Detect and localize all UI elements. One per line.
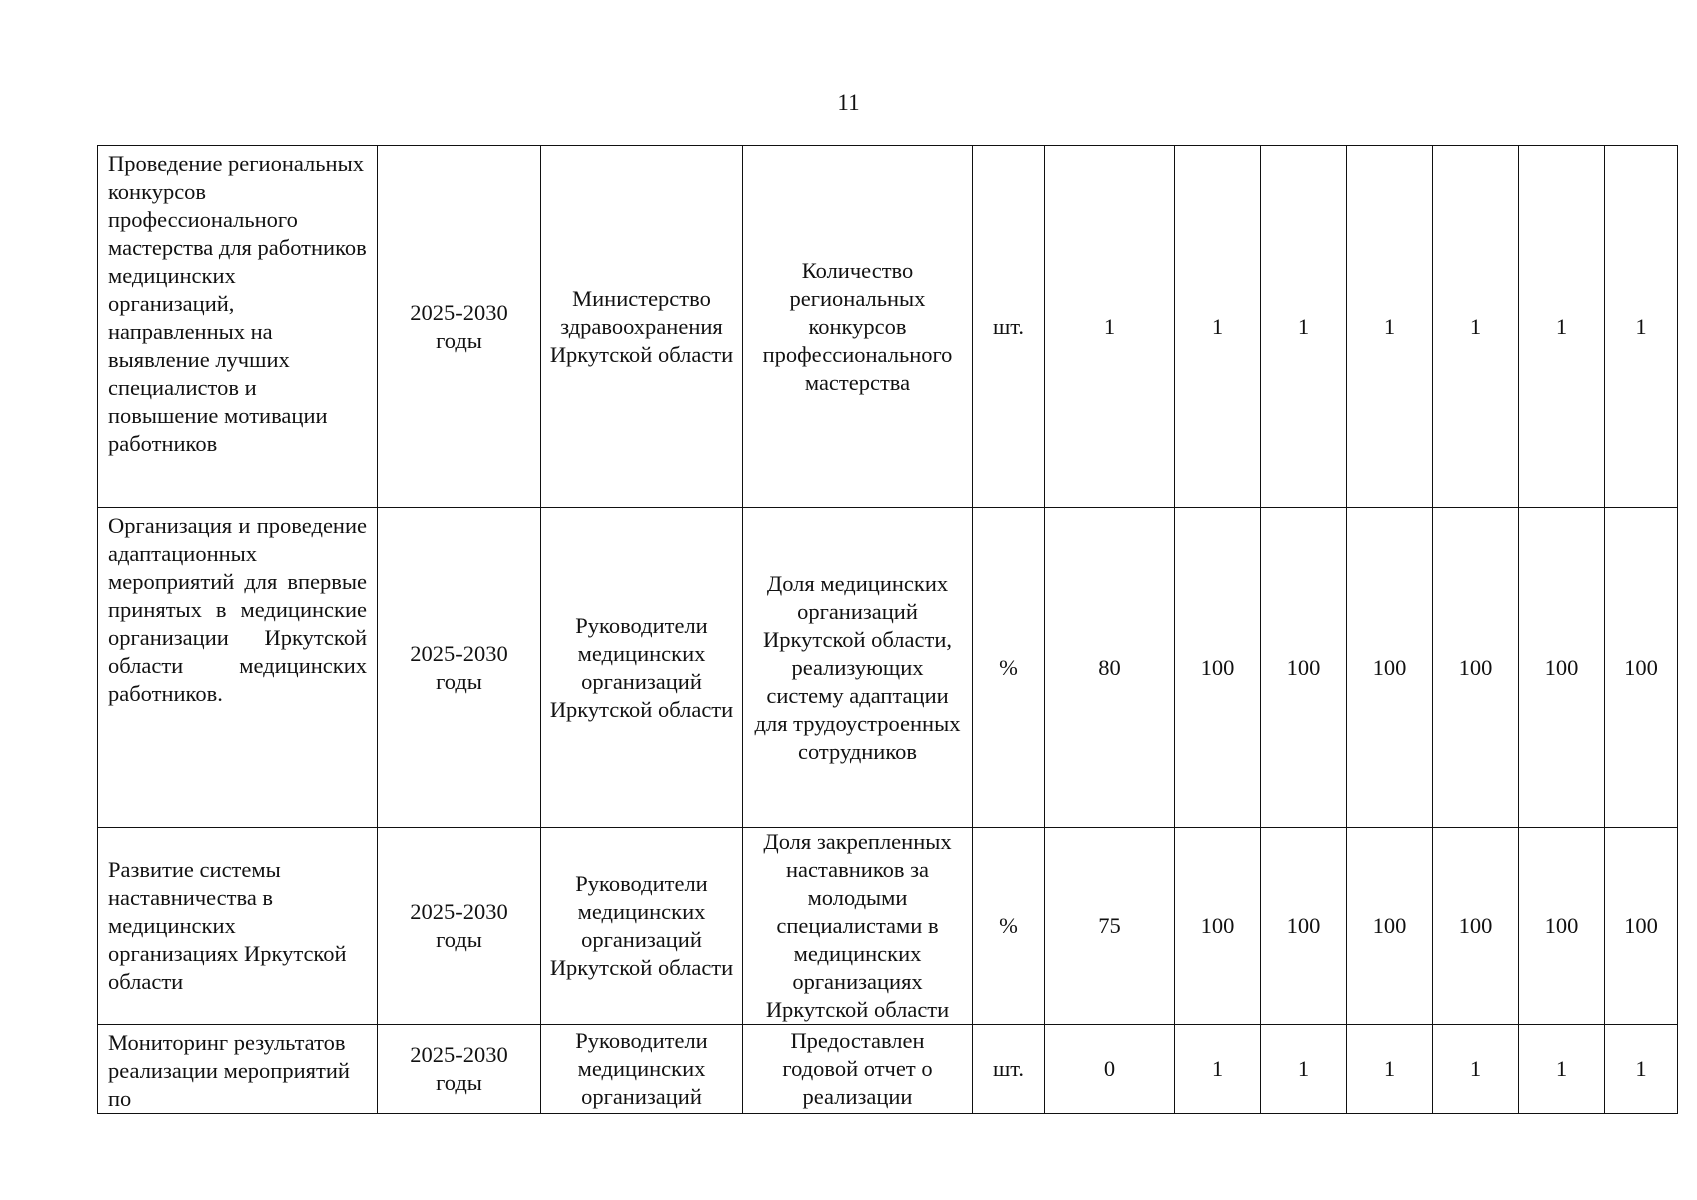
unit-cell: шт. bbox=[973, 146, 1045, 508]
value-cell: 100 bbox=[1605, 828, 1678, 1025]
responsible-cell: Министерство здравоохранения Иркутской области bbox=[541, 146, 743, 508]
indicator-cell: Доля медицинских организаций Иркутской области, реализующих систему адаптации для трудоустроенных сотрудников bbox=[743, 508, 973, 828]
unit-cell: шт. bbox=[973, 1025, 1045, 1114]
value-cell: 1 bbox=[1347, 1025, 1433, 1114]
value-cell: 100 bbox=[1347, 508, 1433, 828]
activity-text: Мониторинг результатов реализации мероприятий по bbox=[108, 1030, 350, 1111]
value-cell: 1 bbox=[1045, 146, 1175, 508]
indicator-cell bbox=[743, 1025, 973, 1114]
responsible-cell: Руководители медицинских организаций Иркутской области bbox=[541, 508, 743, 828]
value-cell: 1 bbox=[1433, 146, 1519, 508]
value-cell: 100 bbox=[1519, 828, 1605, 1025]
page-number: 11 bbox=[837, 90, 860, 115]
measures-table bbox=[97, 145, 1678, 1114]
period-cell: 2025-2030 годы bbox=[378, 828, 541, 1025]
value-cell: 80 bbox=[1045, 508, 1175, 828]
indicator-text: Предоставлен годовой отчет о реализации bbox=[782, 1028, 933, 1109]
activity-cell: Проведение региональных конкурсов профессионального мастерства для работников медицинских организаций, направленных на выявление лучших специалистов и повышение мотивации работников bbox=[98, 146, 378, 508]
activity-cell: Развитие системы наставничества в медицинских организациях Иркутской области bbox=[98, 828, 378, 1025]
value-cell: 100 bbox=[1261, 828, 1347, 1025]
value-cell: 100 bbox=[1175, 828, 1261, 1025]
value-cell: 1 bbox=[1433, 1025, 1519, 1114]
value-cell: 1 bbox=[1175, 146, 1261, 508]
value-cell: 1 bbox=[1605, 146, 1678, 508]
table-row bbox=[98, 1025, 1678, 1114]
indicator-cell: Доля закрепленных наставников за молодыми специалистами в медицинских организациях Иркутской области bbox=[743, 828, 973, 1025]
value-cell: 100 bbox=[1433, 508, 1519, 828]
period-cell: 2025-2030 годы bbox=[378, 1025, 541, 1114]
value-cell: 1 bbox=[1175, 1025, 1261, 1114]
value-cell: 100 bbox=[1175, 508, 1261, 828]
value-cell: 100 bbox=[1605, 508, 1678, 828]
value-cell: 1 bbox=[1519, 146, 1605, 508]
table-row bbox=[98, 828, 1678, 1025]
value-cell: 100 bbox=[1519, 508, 1605, 828]
value-cell: 100 bbox=[1433, 828, 1519, 1025]
value-cell: 1 bbox=[1261, 1025, 1347, 1114]
responsible-cell bbox=[541, 1025, 743, 1114]
value-cell: 100 bbox=[1347, 828, 1433, 1025]
value-cell: 1 bbox=[1605, 1025, 1678, 1114]
value-cell: 0 bbox=[1045, 1025, 1175, 1114]
value-cell: 1 bbox=[1347, 146, 1433, 508]
activity-cell bbox=[98, 1025, 378, 1114]
unit-cell: % bbox=[973, 508, 1045, 828]
activity-cell: Организация и проведение адаптационных мероприятий для впервые принятых в медицинские организации Иркутской области медицинских работников. bbox=[98, 508, 378, 828]
period-cell: 2025-2030 годы bbox=[378, 146, 541, 508]
period-cell: 2025-2030 годы bbox=[378, 508, 541, 828]
responsible-cell: Руководители медицинских организаций Иркутской области bbox=[541, 828, 743, 1025]
unit-cell: % bbox=[973, 828, 1045, 1025]
table-row bbox=[98, 508, 1678, 828]
value-cell: 1 bbox=[1261, 146, 1347, 508]
value-cell: 100 bbox=[1261, 508, 1347, 828]
table-row bbox=[98, 146, 1678, 508]
value-cell: 75 bbox=[1045, 828, 1175, 1025]
indicator-cell: Количество региональных конкурсов профессионального мастерства bbox=[743, 146, 973, 508]
responsible-text: Руководители медицинских организаций bbox=[575, 1028, 708, 1109]
value-cell: 1 bbox=[1519, 1025, 1605, 1114]
